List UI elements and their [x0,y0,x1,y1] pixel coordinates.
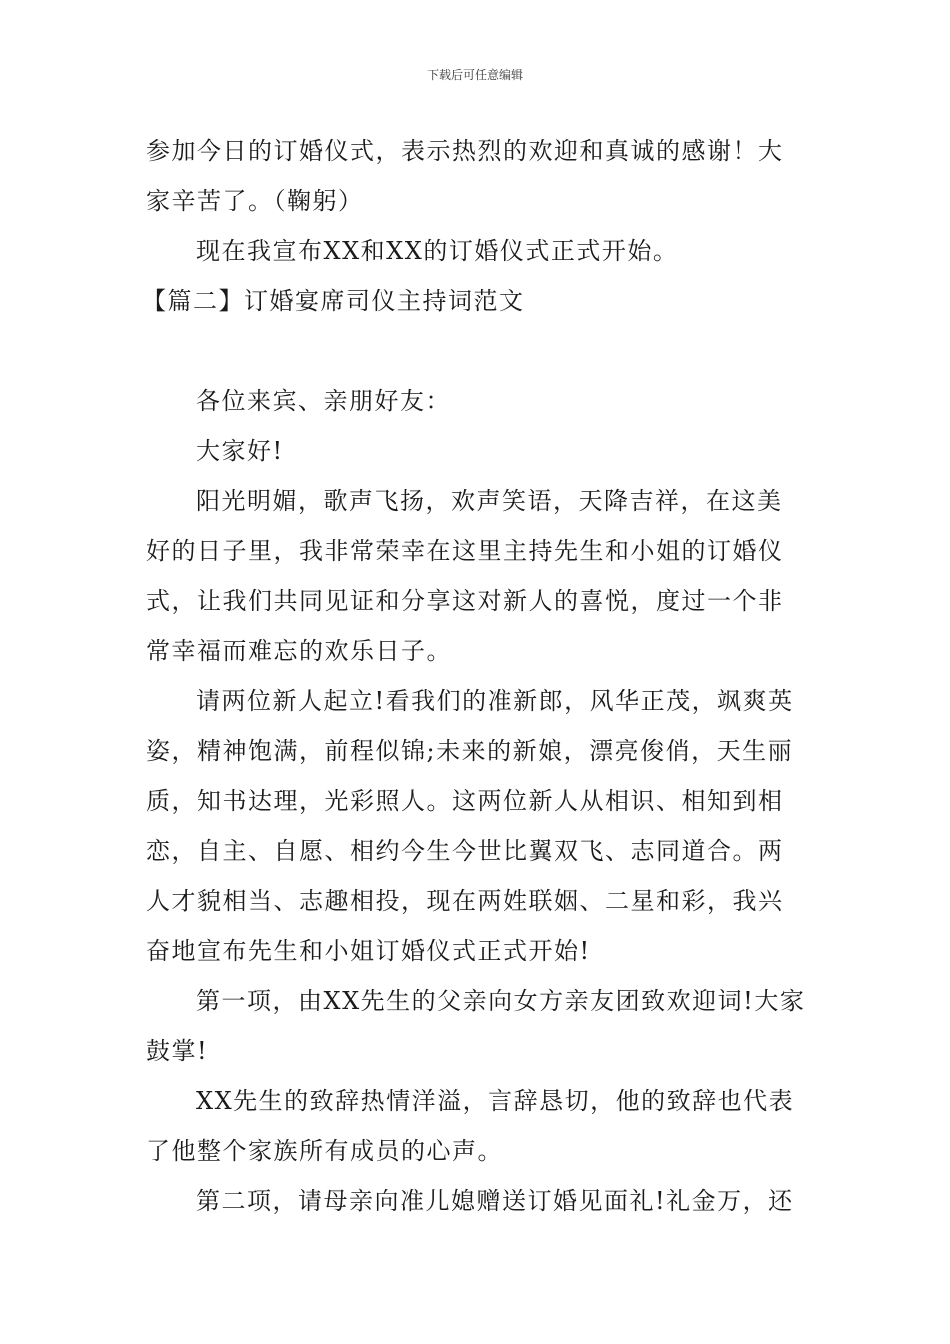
paragraph-line: 第二项，请母亲向准儿媳赠送订婚见面礼!礼金万，还 [196,1187,794,1215]
paragraph-line: 姿，精神饱满，前程似锦;未来的新娘，漂亮俊俏，天生丽 [146,737,794,765]
paragraph-line: 阳光明媚，歌声飞扬，欢声笑语，天降吉祥，在这美 [196,487,783,515]
paragraph-line: 请两位新人起立!看我们的准新郎，风华正茂，飒爽英 [196,687,794,715]
paragraph-line: 奋地宣布先生和小姐订婚仪式正式开始! [146,937,591,965]
paragraph-line: 参加今日的订婚仪式，表示热烈的欢迎和真诚的感谢！大 [146,137,784,165]
salutation: 各位来宾、亲朋好友： [196,387,451,415]
paragraph-line: 质，知书达理，光彩照人。这两位新人从相识、相知到相 [146,787,784,815]
paragraph-line: 式，让我们共同见证和分享这对新人的喜悦，度过一个非 [146,587,784,615]
paragraph-line: 恋，自主、自愿、相约今生今世比翼双飞、志同道合。两 [146,837,784,865]
document-body [142,126,808,1226]
paragraph-line: 第一项，由XX先生的父亲向女方亲友团致欢迎词!大家 [196,987,806,1015]
blank-line [146,326,808,376]
section-heading: 【篇二】订婚宴席司仪主持词范文 [142,287,525,315]
paragraph-line: 了他整个家族所有成员的心声。 [146,1137,503,1165]
paragraph-line: 常幸福而难忘的欢乐日子。 [146,637,452,665]
page-header: 下载后可任意编辑 [426,68,523,82]
paragraph-line: 人才貌相当、志趣相投，现在两姓联姻、二星和彩，我兴 [146,887,784,915]
paragraph-line: XX先生的致辞热情洋溢，言辞恳切，他的致辞也代表 [196,1087,795,1115]
greeting: 大家好! [196,437,284,465]
paragraph-line: 家辛苦了。（鞠躬） [146,187,364,215]
paragraph-line: 好的日子里，我非常荣幸在这里主持先生和小姐的订婚仪 [146,537,784,565]
paragraph-line: 现在我宣布XX和XX的订婚仪式正式开始。 [196,237,679,265]
paragraph-line: 鼓掌! [146,1037,209,1065]
